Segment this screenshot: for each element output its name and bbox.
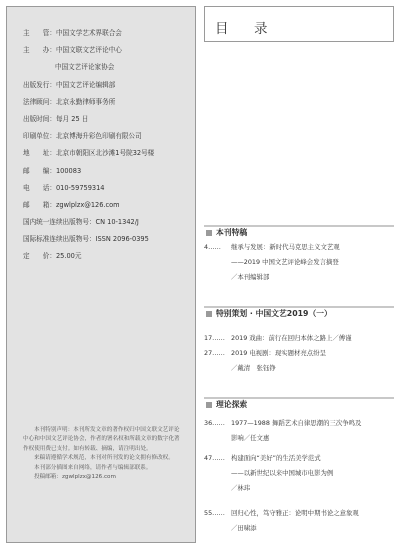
toc-page-number: 4…… (204, 243, 221, 251)
masthead-row (23, 201, 187, 209)
masthead-row (23, 29, 187, 37)
masthead-label: 印刷单位： (23, 132, 56, 141)
section-heading (204, 398, 394, 411)
masthead-value: 25.00元 (55, 252, 82, 261)
toc-entry-continuation: ／本刊编辑部 (231, 273, 270, 281)
masthead-value: 每月 25 日 (55, 114, 89, 123)
toc-page-number: 17…… (204, 334, 225, 342)
masthead-value: 中国文艺评论编辑部 (55, 80, 116, 89)
masthead-row (23, 132, 187, 140)
toc-page-number: 55…… (204, 509, 225, 517)
masthead-label: 邮 编： (23, 166, 56, 175)
section-rule (204, 397, 394, 399)
masthead-value: 100083 (55, 166, 82, 175)
masthead-value: ISSN 2096-0395 (95, 235, 149, 244)
masthead-label: 定 价： (23, 252, 56, 261)
masthead-label: 地 址： (23, 149, 56, 158)
masthead-label: 电 话： (23, 183, 56, 192)
toc-title-box (204, 6, 394, 42)
toc-entry-title: 2019 戏曲：前行在回归本体之路上／傅谨 (231, 334, 352, 342)
masthead-value: zgwlplzx@126.com (55, 200, 120, 209)
toc-entry-title: 构建面向“美好”的生活美学范式 (231, 454, 321, 462)
masthead-value: 中国文联文艺评论中心 (55, 46, 122, 55)
masthead-row (23, 167, 187, 175)
masthead-row (23, 218, 187, 226)
toc-entry-continuation: ／戴清 张钰铮 (231, 364, 276, 372)
masthead-label: 邮 箱： (23, 200, 56, 209)
masthead-value: 北京市朝阳区北沙滩1号院32号楼 (55, 149, 155, 158)
masthead-label: 国际标准连续出版物号： (23, 235, 96, 244)
masthead-row (23, 63, 187, 71)
masthead-value: 北京永勤律师事务所 (55, 97, 116, 106)
masthead-row (23, 184, 187, 192)
masthead-row (23, 81, 187, 89)
section-square-icon (206, 311, 212, 317)
toc-entry-continuation: ——2019 中国文艺评论峰会发言摘登 (231, 258, 339, 266)
section-heading (204, 307, 394, 320)
masthead-panel (6, 6, 196, 543)
toc-page-number: 47…… (204, 454, 225, 462)
toc-title: 目 录 (215, 21, 274, 37)
toc-entry-title: 2019 电视剧：现实题材亮点纷呈 (231, 349, 326, 357)
masthead-note: 本刊部分插图来自网络，请作者与编辑部联系。 (34, 464, 152, 471)
section-rule (204, 225, 394, 227)
section-title: 理论探索 (216, 400, 248, 409)
masthead-value: 中国文艺评论家协会 (55, 63, 115, 72)
masthead-value: CN 10-1342/J (95, 218, 139, 227)
toc-entry-title: 继承与发展：新时代马克思主义文艺观 (231, 243, 340, 251)
toc-entry-continuation: ／田啸添 (231, 524, 257, 532)
toc-page-number: 36…… (204, 419, 225, 427)
toc-entry-continuation: ——以新世纪以来中国城市电影为例 (231, 469, 334, 477)
masthead-label: 国内统一连续出版物号： (23, 218, 96, 227)
masthead-value: 010-59759314 (55, 183, 105, 192)
toc-entry-continuation: 影响／任文惠 (231, 434, 270, 442)
section-heading (204, 226, 394, 239)
masthead-note: 投稿邮箱：zgwlplzx@126.com (34, 474, 116, 481)
masthead-label: 法律顾问： (23, 97, 56, 106)
section-title: 特别策划 · 中国文艺2019（一） (216, 309, 332, 318)
masthead-label: 出版发行： (23, 80, 56, 89)
section-title: 本刊特稿 (216, 228, 248, 237)
masthead-label: 出版时间： (23, 114, 56, 123)
masthead-note: 本刊特别声明：本刊所发文章的著作权归中国文联文艺评论中心和中国文艺评论协会，作者的署名权和所载文章的数字化著作权使用费已支付。如有转载、摘编，请注明出处。 (23, 427, 180, 452)
masthead-row (23, 115, 187, 123)
toc-entry-title: 回归心性，笃守雅正：论明中期书论之意象观 (231, 509, 359, 517)
masthead-label: 主 管： (23, 29, 56, 37)
toc-entry-title: 1977—1988 舞蹈艺术自律思潮的三次争鸣及 (231, 419, 362, 427)
masthead-value: 中国文学艺术界联合会 (55, 29, 122, 37)
masthead-row (23, 235, 187, 243)
section-square-icon (206, 230, 212, 236)
section-rule (204, 306, 394, 308)
masthead-notes (23, 426, 185, 482)
masthead-note: 来稿请遵循学术规范，本刊对所刊发的论文拥有修改权。 (34, 455, 174, 462)
masthead-row (23, 98, 187, 106)
masthead-row (23, 149, 187, 157)
toc-entry-continuation: ／林玮 (231, 484, 251, 492)
masthead-value: 北京博海升彩色印刷有限公司 (55, 132, 142, 141)
masthead-row (23, 252, 187, 260)
section-square-icon (206, 402, 212, 408)
masthead-rows (23, 29, 187, 260)
masthead-label: 主 办： (23, 46, 56, 55)
masthead-row (23, 46, 187, 54)
toc-page-number: 27…… (204, 349, 225, 357)
